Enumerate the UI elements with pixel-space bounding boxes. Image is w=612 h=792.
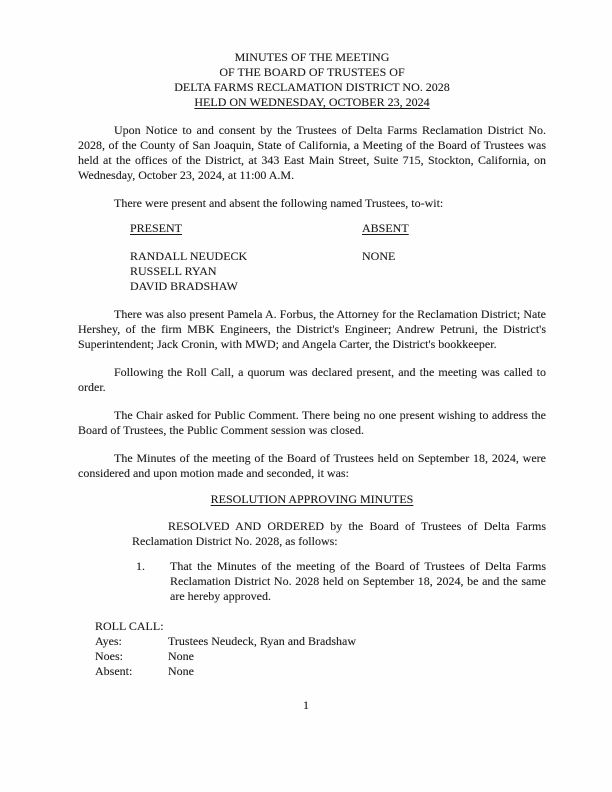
present-trustee: RUSSELL RYAN <box>130 264 217 278</box>
attendance-intro-paragraph: There were present and absent the following named Trustees, to-wit: <box>114 196 444 210</box>
absent-value: NONE <box>362 249 396 263</box>
roll-call-row-noes <box>95 649 546 664</box>
roll-call-section <box>95 619 546 679</box>
roll-call-row-ayes <box>95 634 546 649</box>
absent-list <box>362 249 522 264</box>
roll-call-value: Trustees Neudeck, Ryan and Bradshaw <box>168 634 357 648</box>
roll-call-label: Noes: <box>95 649 123 663</box>
absent-column <box>362 221 522 294</box>
title-line-2: OF THE BOARD OF TRUSTEES OF <box>219 65 405 79</box>
roll-call-heading: ROLL CALL: <box>95 619 164 633</box>
resolution-item-text: That the Minutes of the meeting of the Board of Trustees of Delta Farms Reclamation District No. 2028 held on September 18, 2024, be and the same are hereby approved. <box>170 559 546 603</box>
quorum-paragraph: Following the Roll Call, a quorum was declared present, and the meeting was called to order. <box>78 365 546 394</box>
present-trustee: DAVID BRADSHAW <box>130 279 238 293</box>
present-trustee-list <box>130 249 362 294</box>
also-present-paragraph: There was also present Pamela A. Forbus, the Attorney for the Reclamation District; Nate Hershey, of the firm MBK Engineers, the District's Engineer; Andrew Petruni, the District's Superintendent; Jack Cronin, with MWD; and Angela Carter, the District's bookkeeper. <box>78 307 546 351</box>
public-comment-paragraph: The Chair asked for Public Comment. There being no one present wishing to address the Board of Trustees, the Public Comment session was closed. <box>78 408 546 437</box>
resolution-heading <box>78 492 546 507</box>
document-content <box>78 50 546 679</box>
present-column <box>130 221 362 294</box>
page-number: 1 <box>303 698 309 712</box>
present-trustee: RANDALL NEUDECK <box>130 249 248 263</box>
roll-call-value: None <box>168 649 194 663</box>
title-line-1: MINUTES OF THE MEETING <box>234 50 390 64</box>
title-line-4: HELD ON WEDNESDAY, OCTOBER 23, 2024 <box>194 95 430 109</box>
resolution-heading-text: RESOLUTION APPROVING MINUTES <box>210 492 414 506</box>
title-line-3: DELTA FARMS RECLAMATION DISTRICT NO. 2028 <box>174 80 450 94</box>
resolution-item-number: 1. <box>136 559 145 573</box>
roll-call-label: Ayes: <box>95 634 122 648</box>
notice-paragraph: Upon Notice to and consent by the Trustees of Delta Farms Reclamation District No. 2028, of the County of San Joaquin, State of California, a Meeting of the Board of Trustees was held at the offices of the District, at 343 East Main Street, Suite 715, Stockton, California, on Wednesday, October 23, 2024, at 11:00 A.M. <box>78 123 546 182</box>
absent-header: ABSENT <box>362 221 409 235</box>
resolved-paragraph: RESOLVED AND ORDERED by the Board of Trustees of Delta Farms Reclamation District No. 2028, as follows: <box>132 519 546 548</box>
roll-call-value: None <box>168 664 194 678</box>
roll-call-label: Absent: <box>95 664 133 678</box>
roll-call-row-absent <box>95 664 546 679</box>
attendance-table <box>130 221 546 294</box>
present-header: PRESENT <box>130 221 183 235</box>
minutes-considered-paragraph: The Minutes of the meeting of the Board of Trustees held on September 18, 2024, were considered and upon motion made and seconded, it was: <box>78 451 546 480</box>
document-title <box>78 50 546 110</box>
resolution-item <box>136 559 546 604</box>
